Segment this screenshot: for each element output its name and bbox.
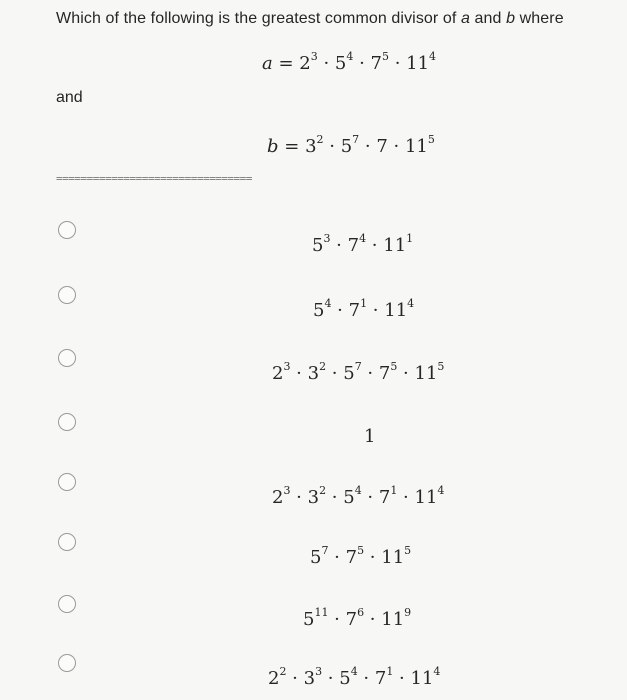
multiply-dot: · bbox=[367, 300, 385, 321]
term-exponent: 11 bbox=[314, 606, 329, 619]
term-base: 7 bbox=[378, 363, 391, 384]
answer-expression bbox=[313, 299, 414, 321]
term-exponent: 5 bbox=[437, 360, 445, 373]
term-base: 7 bbox=[370, 53, 382, 74]
multiply-dot: · bbox=[361, 363, 379, 384]
term-exponent: 1 bbox=[390, 484, 398, 497]
term-base: 5 bbox=[334, 53, 347, 74]
term-base: 11 bbox=[404, 136, 428, 157]
term-base: 7 bbox=[348, 300, 361, 321]
term-base: 2 bbox=[272, 487, 284, 508]
multiply-dot: · bbox=[326, 487, 344, 508]
term-base: 5 bbox=[343, 487, 355, 508]
multiply-dot: · bbox=[397, 487, 415, 508]
term-base: 11 bbox=[384, 300, 408, 321]
term-exponent: 2 bbox=[316, 133, 324, 146]
answer-option[interactable] bbox=[0, 592, 627, 632]
equation-variable: b bbox=[267, 136, 279, 157]
answer-option[interactable] bbox=[0, 410, 627, 450]
term-exponent: 4 bbox=[359, 232, 367, 245]
question-text bbox=[56, 10, 564, 28]
equation-b bbox=[267, 135, 435, 157]
multiply-dot: · bbox=[290, 363, 308, 384]
term-base: 11 bbox=[381, 547, 405, 568]
radio-button[interactable] bbox=[58, 533, 76, 551]
term-base: 11 bbox=[410, 668, 434, 689]
term-base: 5 bbox=[343, 363, 355, 384]
term-exponent: 3 bbox=[283, 484, 291, 497]
term-base: 1 bbox=[364, 426, 376, 447]
multiply-dot: · bbox=[387, 136, 405, 157]
term-base: 7 bbox=[345, 547, 358, 568]
answer-option[interactable] bbox=[0, 283, 627, 323]
term-base: 11 bbox=[381, 609, 405, 630]
term-base: 3 bbox=[305, 136, 317, 157]
multiply-dot: · bbox=[286, 668, 304, 689]
term-exponent: 2 bbox=[319, 360, 327, 373]
term-exponent: 4 bbox=[346, 50, 354, 63]
term-base: 5 bbox=[312, 235, 324, 256]
multiply-dot: · bbox=[328, 609, 346, 630]
radio-button[interactable] bbox=[58, 473, 76, 491]
multiply-dot: · bbox=[361, 487, 379, 508]
term-exponent: 5 bbox=[390, 360, 398, 373]
multiply-dot: · bbox=[357, 668, 375, 689]
radio-button[interactable] bbox=[58, 221, 76, 239]
question-suffix: where bbox=[515, 10, 564, 27]
term-exponent: 7 bbox=[354, 360, 362, 373]
term-exponent: 4 bbox=[429, 50, 437, 63]
answer-option[interactable] bbox=[0, 218, 627, 258]
multiply-dot: · bbox=[322, 668, 340, 689]
term-exponent: 2 bbox=[319, 484, 327, 497]
multiply-dot: · bbox=[364, 609, 382, 630]
radio-button[interactable] bbox=[58, 286, 76, 304]
multiply-dot: · bbox=[353, 53, 371, 74]
term-base: 5 bbox=[339, 668, 351, 689]
answer-option[interactable] bbox=[0, 651, 627, 691]
multiply-dot: · bbox=[366, 235, 384, 256]
term-exponent: 3 bbox=[310, 50, 318, 63]
equals-sign: = bbox=[278, 136, 306, 157]
radio-button[interactable] bbox=[58, 413, 76, 431]
answer-option[interactable] bbox=[0, 346, 627, 386]
term-base: 3 bbox=[303, 668, 316, 689]
multiply-dot: · bbox=[326, 363, 344, 384]
term-exponent: 1 bbox=[386, 665, 394, 678]
multiply-dot: · bbox=[290, 487, 308, 508]
term-exponent: 5 bbox=[404, 544, 412, 557]
radio-button[interactable] bbox=[58, 595, 76, 613]
term-base: 5 bbox=[313, 300, 325, 321]
equation-variable: a bbox=[262, 53, 273, 74]
answer-expression bbox=[272, 362, 444, 384]
radio-button[interactable] bbox=[58, 349, 76, 367]
term-base: 3 bbox=[307, 487, 320, 508]
term-exponent: 9 bbox=[404, 606, 412, 619]
answer-expression bbox=[310, 546, 411, 568]
term-base: 3 bbox=[307, 363, 320, 384]
separator-line: ================================ bbox=[56, 172, 252, 185]
radio-button[interactable] bbox=[58, 654, 76, 672]
multiply-dot: · bbox=[328, 547, 346, 568]
term-base: 11 bbox=[383, 235, 407, 256]
term-exponent: 7 bbox=[321, 544, 329, 557]
term-base: 7 bbox=[374, 668, 387, 689]
answer-expression bbox=[268, 667, 440, 689]
term-base: 7 bbox=[378, 487, 391, 508]
term-base: 5 bbox=[310, 547, 322, 568]
question-var-b: b bbox=[506, 10, 516, 27]
equation-a bbox=[262, 52, 436, 74]
multiply-dot: · bbox=[331, 300, 349, 321]
term-exponent: 3 bbox=[315, 665, 323, 678]
multiply-dot: · bbox=[323, 136, 341, 157]
multiply-dot: · bbox=[330, 235, 348, 256]
term-exponent: 4 bbox=[324, 297, 332, 310]
answer-option[interactable] bbox=[0, 530, 627, 570]
term-exponent: 3 bbox=[323, 232, 331, 245]
question-prefix: Which of the following is the greatest common divisor of bbox=[56, 10, 461, 27]
term-exponent: 1 bbox=[360, 297, 368, 310]
multiply-dot: · bbox=[397, 363, 415, 384]
term-exponent: 4 bbox=[437, 484, 445, 497]
multiply-dot: · bbox=[317, 53, 335, 74]
answer-option[interactable] bbox=[0, 470, 627, 510]
multiply-dot: · bbox=[393, 668, 411, 689]
term-exponent: 5 bbox=[427, 133, 435, 146]
multiply-dot: · bbox=[388, 53, 407, 74]
answer-expression bbox=[303, 608, 411, 630]
equals-sign: = bbox=[272, 53, 300, 74]
term-base: 2 bbox=[268, 668, 280, 689]
term-base: 2 bbox=[299, 53, 311, 74]
term-base: 11 bbox=[406, 53, 430, 74]
term-exponent: 4 bbox=[350, 665, 358, 678]
question-mid: and bbox=[470, 10, 507, 27]
term-base: 7 bbox=[345, 609, 358, 630]
term-exponent: 4 bbox=[407, 297, 415, 310]
term-base: 2 bbox=[272, 363, 284, 384]
term-exponent: 2 bbox=[279, 665, 287, 678]
term-exponent: 4 bbox=[354, 484, 362, 497]
term-base: 5 bbox=[303, 609, 315, 630]
question-var-a: a bbox=[461, 10, 470, 27]
answer-expression bbox=[272, 486, 444, 508]
term-base: 11 bbox=[414, 487, 438, 508]
multiply-dot: · bbox=[364, 547, 382, 568]
term-exponent: 3 bbox=[283, 360, 291, 373]
term-base: 7 bbox=[347, 235, 360, 256]
term-exponent: 5 bbox=[381, 50, 389, 63]
term-exponent: 1 bbox=[406, 232, 414, 245]
term-exponent: 7 bbox=[352, 133, 360, 146]
term-base: 11 bbox=[414, 363, 438, 384]
answer-expression bbox=[364, 426, 375, 447]
term-exponent: 6 bbox=[357, 606, 365, 619]
term-exponent: 4 bbox=[433, 665, 441, 678]
multiply-dot: · bbox=[359, 136, 377, 157]
term-base: 7 bbox=[376, 136, 388, 157]
answer-expression bbox=[312, 234, 413, 256]
and-label: and bbox=[56, 89, 83, 106]
term-exponent: 5 bbox=[357, 544, 365, 557]
term-base: 5 bbox=[340, 136, 353, 157]
